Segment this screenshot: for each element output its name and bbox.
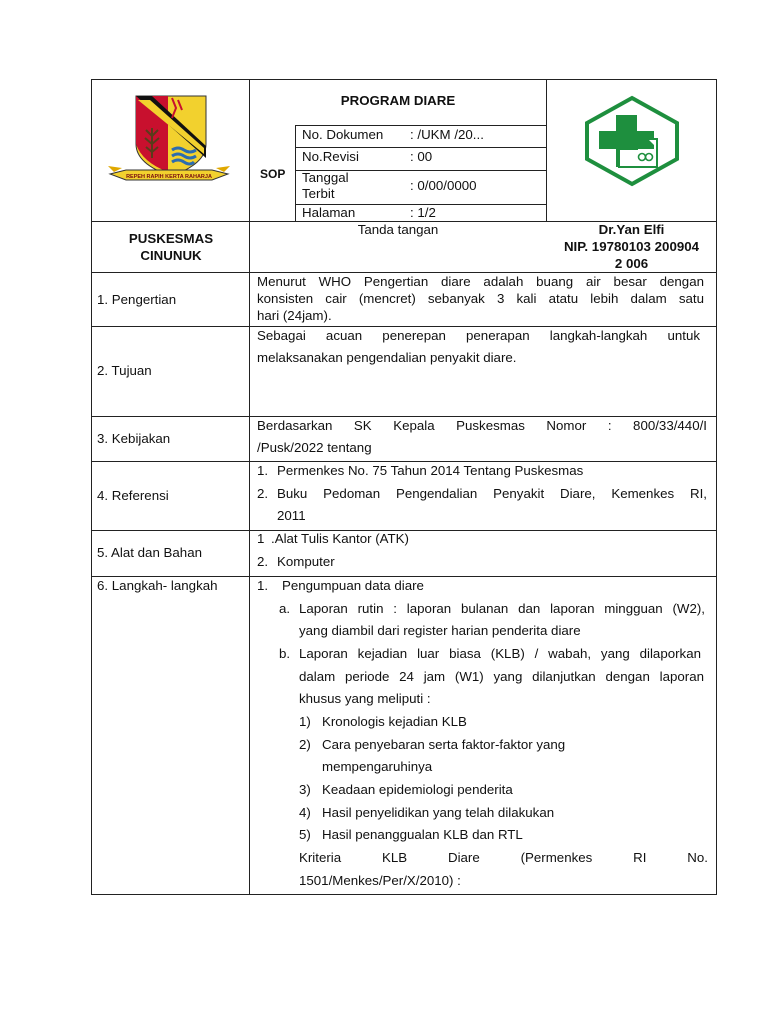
program-title: PROGRAM DIARE xyxy=(340,93,456,108)
list-item-number: 1. xyxy=(257,463,269,478)
regency-crest-icon xyxy=(106,92,232,186)
kriteria-line-2: 1501/Menkes/Per/X/2010) : xyxy=(299,873,461,888)
list-item-number: 2) xyxy=(299,737,311,752)
list-item-number: 4) xyxy=(299,805,311,820)
meta-value-dokumen: : /UKM /20... xyxy=(410,127,484,142)
alat-item-2: Komputer xyxy=(277,554,335,569)
list-item-number: 1 xyxy=(257,531,265,546)
pengertian-line-3: hari (24jam). xyxy=(257,308,332,323)
list-item-number: a. xyxy=(279,601,291,616)
tujuan-line-1: Sebagai acuan penerepan penerapan langkah-langkah untuk xyxy=(257,328,700,343)
row-label-tujuan: 2. Tujuan xyxy=(97,363,152,378)
alat-item-1: .Alat Tulis Kantor (ATK) xyxy=(271,531,409,546)
meta-label-tanggal: Tanggal Terbit xyxy=(302,170,349,201)
org-name: PUSKESMAS CINUNUK xyxy=(128,231,214,263)
kebijakan-line-1: Berdasarkan SK Kepala Puskesmas Nomor : 800/33/440/I xyxy=(257,418,707,433)
list-item-number: 2. xyxy=(257,554,269,569)
tujuan-line-2: melaksanakan pengendalian penyakit diare. xyxy=(257,350,517,365)
meta-value-halaman: : 1/2 xyxy=(410,205,436,220)
langkah-subitem-3: Keadaan epidemiologi penderita xyxy=(322,782,513,797)
langkah-subitem-2-line-1: Cara penyebaran serta faktor-faktor yang xyxy=(322,737,566,752)
list-item-number: 1. xyxy=(257,578,269,593)
meta-value-revisi: : 00 xyxy=(410,149,433,164)
langkah-b-line-3: khusus yang meliputi : xyxy=(299,691,431,706)
list-item-number: 3) xyxy=(299,782,311,797)
row-label-kebijakan: 3. Kebijakan xyxy=(97,431,171,446)
kriteria-line-1: Kriteria KLB Diare (Permenkes RI No. xyxy=(299,850,708,865)
pengertian-line-1: Menurut WHO Pengertian diare adalah buang air besar dengan xyxy=(257,274,704,289)
signer-name: Dr.Yan Elfi xyxy=(598,222,665,237)
langkah-a-line-2: yang diambil dari register harian penderita diare xyxy=(299,623,581,638)
langkah-subitem-4: Hasil penyelidikan yang telah dilakukan xyxy=(322,805,555,820)
langkah-subitem-2-line-2: mempengaruhinya xyxy=(322,759,433,774)
langkah-step-1: Pengumpuan data diare xyxy=(282,578,424,593)
signature-label: Tanda tangan xyxy=(357,222,439,237)
row-label-langkah: 6. Langkah- langkah xyxy=(97,578,218,593)
list-item-number: b. xyxy=(279,646,291,661)
signer-nip-line1: NIP. 19780103 200904 xyxy=(563,239,700,254)
sop-label: SOP xyxy=(260,167,286,181)
crest-banner-text: REPEH RAPIH KERTA RAHARJA xyxy=(126,174,212,180)
meta-label-halaman: Halaman xyxy=(302,205,356,220)
langkah-subitem-5: Hasil penanggualan KLB dan RTL xyxy=(322,827,523,842)
langkah-b-line-1: Laporan kejadian luar biasa (KLB) / wabah, yang dilaporkan xyxy=(299,646,701,661)
meta-value-tanggal: : 0/00/0000 xyxy=(410,178,477,193)
referensi-item-2-line-1: Buku Pedoman Pengendalian Penyakit Diare, Kemenkes RI, xyxy=(277,486,707,501)
row-label-referensi: 4. Referensi xyxy=(97,488,169,503)
referensi-item-2-line-2: 2011 xyxy=(277,508,306,523)
list-item-number: 2. xyxy=(257,486,269,501)
meta-label-dokumen: No. Dokumen xyxy=(302,127,384,142)
referensi-item-1: Permenkes No. 75 Tahun 2014 Tentang Puskesmas xyxy=(277,463,584,478)
puskesmas-cross-icon xyxy=(582,95,682,187)
row-label-alat: 5. Alat dan Bahan xyxy=(97,545,202,560)
kebijakan-line-2: /Pusk/2022 tentang xyxy=(257,440,372,455)
langkah-b-line-2: dalam periode 24 jam (W1) yang dilanjutkan dengan laporan xyxy=(299,669,704,684)
list-item-number: 5) xyxy=(299,827,311,842)
meta-label-revisi: No.Revisi xyxy=(302,149,359,164)
signer-nip-line2: 2 006 xyxy=(614,256,649,271)
row-label-pengertian: 1. Pengertian xyxy=(97,292,177,307)
langkah-a-line-1: Laporan rutin : laporan bulanan dan laporan mingguan (W2), xyxy=(299,601,705,616)
langkah-subitem-1: Kronologis kejadian KLB xyxy=(322,714,467,729)
list-item-number: 1) xyxy=(299,714,311,729)
pengertian-line-2: konsisten cair (mencret) sebanyak 3 kali atatu lebih dalam satu xyxy=(257,291,704,306)
